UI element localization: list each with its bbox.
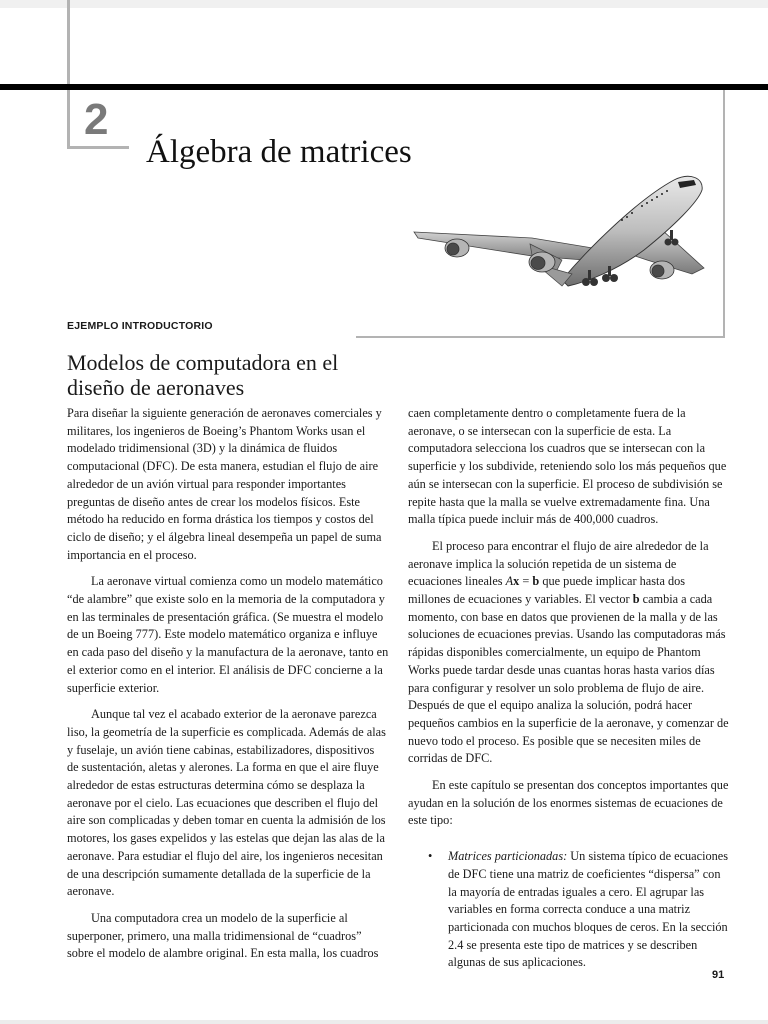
bullet-text: Un sistema típico de ecuaciones de DFC tiene una matriz de coeficientes “dispersa” con la mayoría de entradas iguales a cero. El agrupar las variables en forma correcta conduce a una matriz particionada con muchos bloques de ceros. En la sección 2.4 se presenta este tipo de matrices y se describen algunas de sus aplicaciones. xyxy=(448,849,729,970)
chapter-title: Álgebra de matrices xyxy=(146,134,412,170)
paragraph: La aeronave virtual comienza como un modelo matemático “de alambre” que existe solo en la memoria de la computadora y en las terminales de presentación gráfica. (Se muestra el modelo de un Boeing 777). Este modelo matemático organiza e influye en cada paso del diseño y la manufactura de la aeronave, tanto en el exterior como en el interior. El análisis de DFC concierne a la superficie exterior. xyxy=(67,574,389,695)
chapter-header-rule xyxy=(0,84,768,90)
bullet-term: Matrices particionadas: xyxy=(448,849,568,864)
bottom-shade xyxy=(0,1020,768,1024)
figure-frame-right xyxy=(723,90,725,338)
chapter-number: 2 xyxy=(84,95,109,144)
vector-x: x xyxy=(513,574,520,589)
article-heading: Modelos de computadora en el diseño de aeronaves xyxy=(67,350,339,400)
paragraph: Aunque tal vez el acabado exterior de la aeronave parezca liso, la geometría de la superficie es complicada. Además de alas y fuselaje, un avión tiene cabinas, estabilizadores, dispositivos de sustentación, aletas y alerones. La forma en que el aire fluye alrededor de estas estructuras determina cómo se desplaza la aeronave por el cielo. Las ecuaciones que describen el flujo del aire son complicadas y deben tomar en cuenta la admisión de los motores, los gases expelidos y las estelas que dejan las alas de la aeronave. Para estudiar el flujo del aire, los ingenieros necesitan de una descripción sumamente detallada de la superficie de la aeronave. xyxy=(67,707,386,899)
bullet-icon: • xyxy=(428,849,433,864)
airplane-illustration xyxy=(412,170,712,300)
paragraph-equation xyxy=(408,538,730,768)
equals-sign: = xyxy=(519,574,533,589)
chapter-vertical-rule xyxy=(67,0,70,148)
section-label: EJEMPLO INTRODUCTORIO xyxy=(67,320,213,332)
paragraph: Una computadora crea un modelo de la superficie al superponer, primero, una malla tridimensional de “cuadros” sobre el modelo de alambre original. En esta malla, los cuadros xyxy=(67,910,379,961)
figure-frame-bottom xyxy=(356,336,725,338)
text-run: cambia a cada momento, con base en datos que provienen de la malla y de las soluciones de ecuaciones previas. Usando las computadoras más rápidas disponibles comercialmente, un equipo de Phantom Works puede tardar desde unas cuantas horas hasta varios días para configurar y resolver un solo problema de flujo de aire. Después de que el equipo analiza la solución, podrá hacer pequeños cambios en la superficie de la aeronave, y comenzar de nuevo todo el proceso. Es posible que se necesiten miles de corridas de DFC. xyxy=(408,592,729,766)
page-number: 91 xyxy=(712,969,725,981)
text-run: El proceso para encontrar el flujo de aire alrededor de la aeronave implica la solución repetida de un sistema de ecuaciones lineales xyxy=(408,538,709,589)
paragraph: caen completamente dentro o completamente fuera de la aeronave, o se intersecan con la superficie de esta. La computadora selecciona los cuadros que se intersecan con la superficie y los subdivide, reteniendo solo los más pequeños que aún se intersecan con la superficie. El proceso de subdivisión se repite hasta que la malla se vuelve extremadamente fina. Una malla típica puede incluir más de 400,000 cuadros. xyxy=(408,406,727,527)
left-column xyxy=(67,405,389,972)
chapter-number-underline xyxy=(67,146,129,149)
bullet-item xyxy=(408,848,730,972)
vector-b: b xyxy=(532,574,540,589)
paragraph: Para diseñar la siguiente generación de aeronaves comerciales y militares, los ingenieros de Boeing’s Phantom Works usan el modelado tridimensional (3D) y la dinámica de fluidos computacional (DFC). De esta manera, estudian el flujo de aire alrededor de un avión virtual para responder importantes preguntas de diseño antes de crear los modelos físicos. Este método ha reducido en forma drástica los tiempos y costos del ciclo de diseño; y el álgebra lineal desempeña un papel de suma importancia en el proceso. xyxy=(67,406,382,562)
paragraph: En este capítulo se presentan dos conceptos importantes que ayudan en la solución de los enormes sistemas de ecuaciones de este tipo: xyxy=(408,778,729,828)
matrix-A: A xyxy=(505,574,514,589)
text-run: que puede implicar hasta dos millones de ecuaciones y variables. El vector xyxy=(408,574,686,607)
vector-b-inline: b xyxy=(632,592,640,607)
right-column xyxy=(408,405,730,981)
top-shade xyxy=(0,0,768,8)
